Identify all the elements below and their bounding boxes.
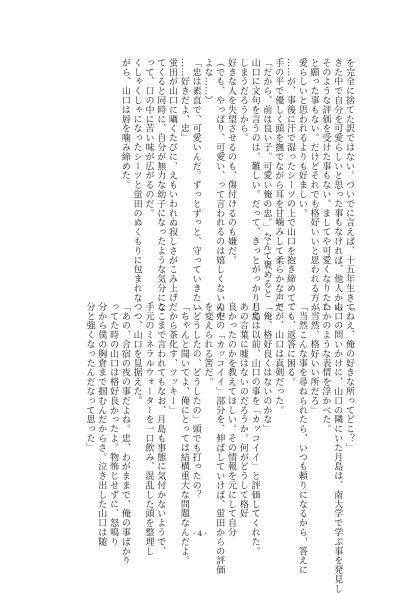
text-column: しまうだろうから。 — [237, 58, 248, 143]
text-column: 手の平で優しく頭を撫でながら耳を甘噛みして柔らかな声で — [273, 58, 284, 312]
text-column: ここまで言われてもなお、月島も事態に気付かないようで、 — [155, 302, 166, 556]
text-column: 蛍田が山口に囁くたびに、えもいわれぬ寂しさがこみ上げ — [167, 58, 178, 303]
text-column: 「当然こんな事を尋ねられたら、いつも頼りになるから、答えに — [296, 302, 307, 575]
text-column: ……が、事後に汗で湿ったシーツの上で山口を抱き締めて、 — [285, 58, 296, 312]
text-column: 手元のミネラルウォーターを一口飲み、混乱した頭を整理し — [143, 302, 154, 556]
text-column: 「ちゃんと聞いてよ、俺にとっては結構重大な問題なんだよ。 — [178, 302, 189, 566]
text-column: 分から僕の胸倉まで掴むんだからさ。泣き出した山口は随 — [96, 302, 107, 547]
text-column: 月島は以前、山口の事を「カッコイイ」と評価してくれた。 — [249, 302, 260, 556]
upper-text-block — [118, 58, 354, 322]
text-column: 「どうしたの、どうしたの」頭でも打ったの？ — [190, 302, 201, 500]
text-column: 好きな人を失望させるのも、傷付けるのも嫌だ。 — [226, 58, 237, 265]
text-column: 「忠は素直で、可愛いんだ。ずっとずっと、守っていきたい — [190, 58, 201, 312]
text-column: 「あの、合宿の夜の事だよね。忠、わがままで、俺の事ばかり — [119, 302, 130, 566]
lower-text-block — [83, 302, 354, 593]
text-column: ってた時の山口は格好良かったよ。物怖じせずに、怒鳴り — [108, 302, 119, 547]
text-column: ても、返答に困る。 — [285, 302, 296, 387]
text-column: だが、山口は真剣だった。 — [273, 302, 284, 415]
text-column: 「当然、格好いい所だろ」 — [308, 302, 319, 415]
text-column: （でも、やっぱり、可愛い、って言われるのは嬉しくないんだ — [214, 58, 225, 322]
text-column: ……好きだよ、忠」 — [178, 58, 189, 143]
text-column: きた中で自分を可愛らしいと思った事もなければ、他人から — [332, 58, 343, 312]
text-column: だから茶化す、ツッキー」 — [167, 302, 178, 415]
text-column: 愛らしいと思われるよりも好ましい。 — [296, 58, 307, 218]
text-column: を完全に捨てた訳ではない。ついでに言えば、十五年生きて — [344, 58, 354, 312]
text-column: と願った事もない。だけどそれでも格好いいと思われる方が、 — [308, 58, 319, 322]
text-column: を変えられる筈だ。 — [202, 302, 213, 387]
text-column: 「俺、格好良くはないのかな」 — [261, 302, 272, 434]
text-column: って、口の中に苦い味が広がるのだ。 — [143, 58, 154, 218]
text-column: そのような評価を受けた事もない。ましてや可愛くなりたい — [320, 58, 331, 312]
text-column: あの言葉に嘘はないのだろうか。何がどうして格好 — [237, 302, 248, 519]
text-column: 「ねえ、俺の好きな所ってどこ？」 — [344, 302, 354, 453]
page-number: - 4 - — [193, 530, 207, 538]
text-column: 山口の問いかけに、山口の隣にいた月島は、南大学で学ぶ事を発見し — [332, 302, 343, 593]
text-column: 山口に文句を言うのは、難しい。だって、きっとがっかりして — [249, 58, 260, 322]
text-column: てくると同時に、自分が無力な幼子になったような気分にな — [155, 58, 166, 312]
text-column: の中の「カッコイイ」部分を、伸ばしていけば、蛍田からの評価 — [214, 302, 225, 575]
text-column: 良かったのかを教えてほしい。その情報を元にして自分 — [226, 302, 237, 537]
text-column: くしゃくしゃになったシーツと蛍田のぬくもりに包まれな — [131, 58, 142, 303]
text-column: がら、山口は唇を噛み締めた。 — [119, 58, 130, 190]
text-column: たかのような表情を浮かべた。 — [320, 302, 331, 434]
text-column: よな……） — [202, 58, 213, 105]
text-column: 「だから、前は良い子。可愛い俺の忠。」なんて褒めると — [261, 58, 272, 298]
text-column: つつ、山口を見据えた。 — [131, 302, 142, 406]
text-column: 分と強くなったんだなって思った」 — [84, 302, 95, 453]
